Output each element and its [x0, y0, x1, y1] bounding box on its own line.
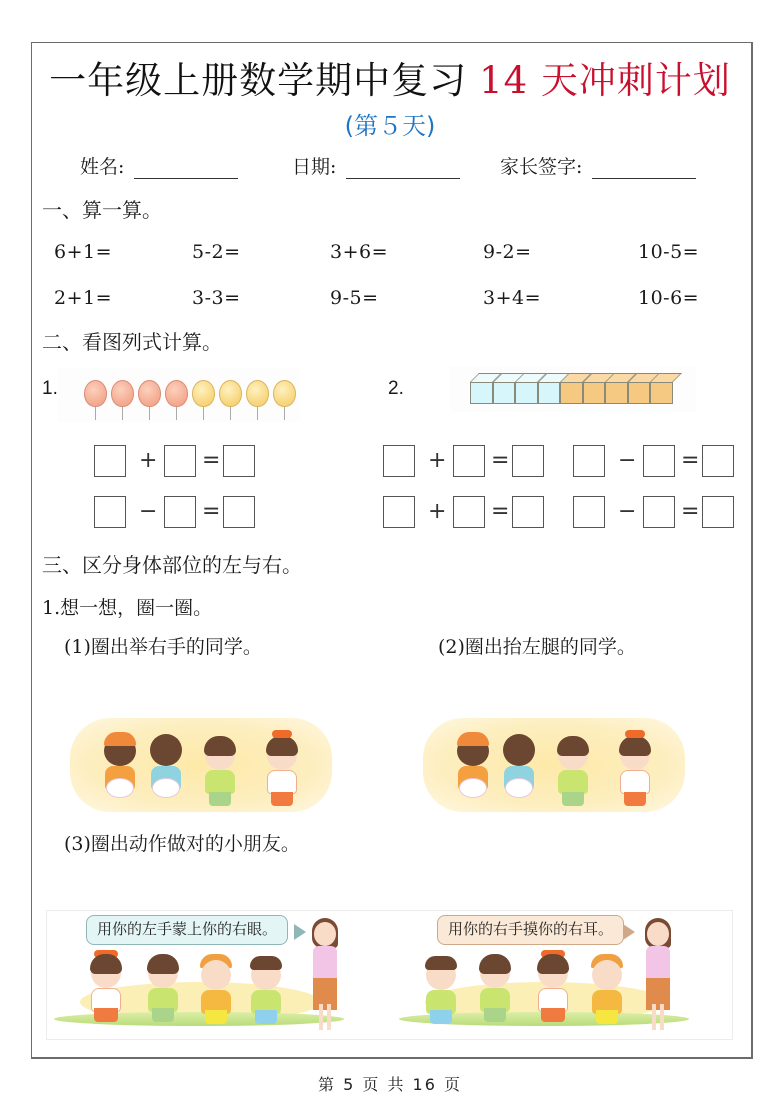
answer-box[interactable]	[702, 445, 734, 477]
cube-icon	[560, 382, 583, 404]
answer-box[interactable]	[573, 496, 605, 528]
answer-box[interactable]	[573, 445, 605, 477]
page-number: 第 5 页 共 16 页	[318, 1075, 462, 1094]
cubes-picture	[450, 366, 696, 412]
equation: 3+6=	[330, 241, 389, 263]
equals-sign: =	[681, 499, 700, 524]
answer-box[interactable]	[453, 445, 485, 477]
date-field[interactable]	[292, 152, 460, 179]
kids-raise-hand-picture[interactable]	[70, 710, 332, 814]
answer-box[interactable]	[223, 445, 255, 477]
balloon-icon	[138, 380, 161, 407]
balloon-icon	[219, 380, 242, 407]
cube-icon	[583, 382, 606, 404]
equation: 5-2=	[192, 241, 241, 263]
cube-icon	[605, 382, 628, 404]
answer-box[interactable]	[512, 445, 544, 477]
section2-heading: 二、看图列式计算。	[42, 330, 222, 354]
section1-heading: 一、算一算。	[42, 198, 162, 222]
parent-signature-field[interactable]	[500, 152, 696, 179]
answer-box[interactable]	[94, 445, 126, 477]
cube-icon	[493, 382, 516, 404]
equation: 3+4=	[483, 287, 542, 309]
plus-sign: +	[428, 499, 447, 524]
plus-sign: +	[139, 448, 158, 473]
cube-icon	[538, 382, 561, 404]
name-label: 姓名:	[80, 156, 125, 178]
name-blank[interactable]	[134, 157, 238, 179]
question-correct-action: (3)圈出动作做对的小朋友。	[64, 833, 300, 855]
equals-sign: =	[202, 499, 221, 524]
answer-box[interactable]	[383, 496, 415, 528]
cube-icon	[515, 382, 538, 404]
kids-lift-leg-picture[interactable]	[423, 710, 685, 814]
date-label: 日期:	[292, 156, 337, 178]
minus-sign: −	[618, 499, 637, 524]
answer-box[interactable]	[94, 496, 126, 528]
answer-box[interactable]	[512, 496, 544, 528]
balloon-icon	[111, 380, 134, 407]
equation: 3-3=	[192, 287, 241, 309]
equals-sign: =	[491, 499, 510, 524]
equation: 6+1=	[54, 241, 113, 263]
answer-box[interactable]	[223, 496, 255, 528]
question-raise-right-hand: (1)圈出举右手的同学。	[64, 636, 262, 658]
equals-sign: =	[491, 448, 510, 473]
section3-heading: 三、区分身体部位的左与右。	[42, 553, 302, 577]
answer-box[interactable]	[643, 496, 675, 528]
equation: 9-5=	[330, 287, 379, 309]
equation: 10-6=	[638, 287, 700, 309]
touch-ear-picture[interactable]	[395, 912, 695, 1036]
balloon-icon	[165, 380, 188, 407]
answer-box[interactable]	[164, 445, 196, 477]
cover-eye-picture[interactable]	[50, 912, 350, 1036]
section3-subheading: 1.想一想，圈一圈。	[42, 597, 213, 619]
balloon-icon	[273, 380, 296, 407]
title-main: 一年级上册数学期中复习	[49, 59, 468, 102]
balloon-icon	[192, 380, 215, 407]
answer-box[interactable]	[453, 496, 485, 528]
date-blank[interactable]	[346, 157, 460, 179]
cube-icon	[628, 382, 651, 404]
equals-sign: =	[681, 448, 700, 473]
speech-bubble-right: 用你的右手摸你的右耳。	[437, 915, 624, 945]
equals-sign: =	[202, 448, 221, 473]
speech-bubble-left: 用你的左手蒙上你的右眼。	[86, 915, 288, 945]
answer-box[interactable]	[383, 445, 415, 477]
equation: 2+1=	[54, 287, 113, 309]
balloons-picture	[58, 368, 300, 422]
parent-signature-blank[interactable]	[592, 157, 696, 179]
minus-sign: −	[139, 499, 158, 524]
minus-sign: −	[618, 448, 637, 473]
balloon-icon	[246, 380, 269, 407]
cube-icon	[470, 382, 493, 404]
balloon-icon	[84, 380, 107, 407]
answer-box[interactable]	[164, 496, 196, 528]
equation: 9-2=	[483, 241, 532, 263]
answer-box[interactable]	[702, 496, 734, 528]
name-field[interactable]	[80, 152, 238, 179]
cube-icon	[650, 382, 673, 404]
plus-sign: +	[428, 448, 447, 473]
parent-signature-label: 家长签字:	[500, 156, 583, 178]
answer-box[interactable]	[643, 445, 675, 477]
day-subtitle: (第５天)	[344, 112, 436, 140]
equation: 10-5=	[638, 241, 700, 263]
question-lift-left-leg: (2)圈出抬左腿的同学。	[438, 636, 636, 658]
page-title	[0, 50, 780, 104]
question-2-number: 2.	[388, 378, 404, 399]
question-1-number: 1.	[42, 378, 58, 399]
title-plan: 14 天冲刺计划	[479, 59, 731, 102]
